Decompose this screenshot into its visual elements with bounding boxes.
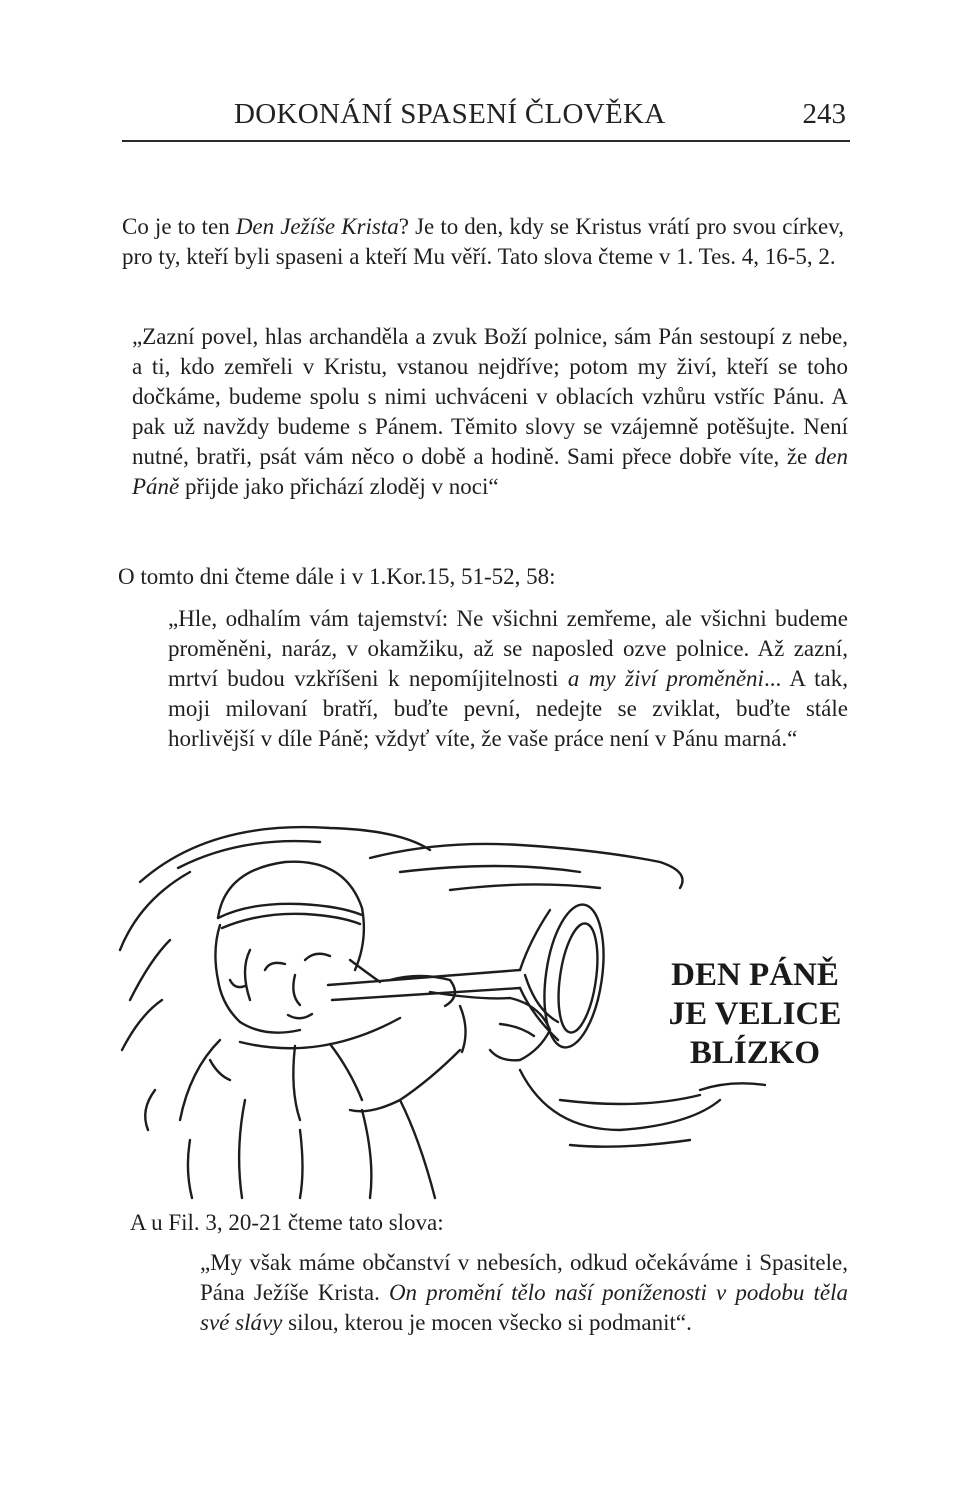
quote2-emphasis: a my živí proměněni [567,666,764,691]
scripture-quote-thessalonians [132,322,848,502]
quote1-text-end: přijde jako přichází zloděj v noci“ [179,474,499,499]
corinthians-intro [118,562,858,592]
quote2-text-end: ... A tak, moji milovaní bratří, buďte pevní, nedejte se zviklat, buďte stále horlivější v díle Páně; vždyť víte, že vaše práce není v Pánu marná.“ [168,666,849,751]
intro-paragraph [122,212,844,272]
banner-den-pane [650,956,860,1073]
intro-text-end: ? Je to den, kdy se Kristus vrátí pro svou církev, pro ty, kteří byli spaseni a kteří Mu věří. Tato slova čteme v 1. Tes. 4, 16-5, 2. [122,214,844,269]
quote1-emphasis: den Páně [132,444,848,499]
quote3-text-end: silou, kterou je mocen všecko si podmanit“. [282,1310,692,1335]
quote2-text: „Hle, odhalím vám tajemství: Ne všichni zemřeme, ale všichni budeme proměněni, naráz, v okamžiku, až se naposled ozve polnice. Až zazní, mrtví budou vzkříšeni k nepomíjitelnosti [168,606,848,691]
corinthians-intro-text: O tomto dni čteme dále i v 1.Kor.15, 51-52, 58: [118,564,556,589]
philippians-intro [130,1208,850,1238]
banner-line: BLÍZKO [689,1035,821,1071]
chapter-title: DOKONÁNÍ SPASENÍ ČLOVĚKA [234,98,666,130]
banner-line: JE VELICE [668,996,842,1032]
quote3-emphasis: On promění tělo naší poníženosti v podobu těla své slávy [200,1280,848,1335]
scripture-quote-corinthians [168,604,848,754]
scripture-quote-philippians [200,1248,848,1338]
quote1-text: „Zazní povel, hlas archanděla a zvuk Boží polnice, sám Pán sestoupí z nebe, a ti, kdo zemřeli v Kristu, vstanou nejdříve; potom my živí, kteří se toho dočkáme, budeme spolu s nimi uchváceni v oblacích vzhůru vstříc Pánu. A pak už navždy budeme s Pánem. Těmito slovy se vzájemně potěšujte. Není nutné, bratři, psát vám něco o době a hodině. Sami přece dobře víte, že [132,324,848,469]
intro-text-start: Co je to ten [122,214,236,239]
page-header [122,92,850,142]
philippians-intro-text: A u Fil. 3, 20-21 čteme tato slova: [130,1210,444,1235]
page-number: 243 [802,98,846,130]
banner-line: DEN PÁNĚ [671,957,839,993]
quote3-text: „My však máme občanství v nebesích, odkud očekáváme i Spasitele, Pána Ježíše Krista. [200,1250,848,1305]
intro-emphasis: Den Ježíše Krista [235,214,399,239]
